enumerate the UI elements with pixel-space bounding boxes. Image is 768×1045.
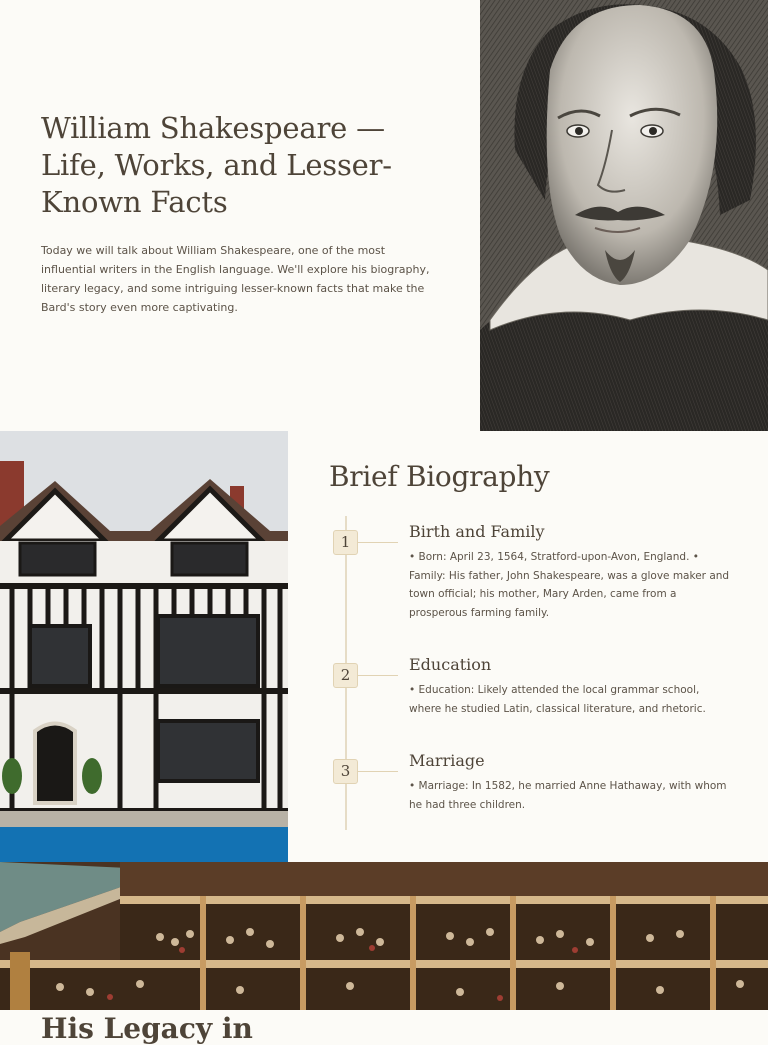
bio-item-body: • Born: April 23, 1564, Stratford-upon-Avon, England. • Family: His father, John Shakespeare, was a glove maker and town official; his mother, Mary Arden, came from a prosperous farming family. — [409, 551, 730, 619]
biography-title: Brief Biography — [329, 460, 550, 493]
bio-item-heading: Marriage — [409, 751, 485, 770]
bio-item-number: 2 — [333, 663, 358, 688]
theatre-illustration — [0, 862, 768, 1010]
bio-item-body: • Education: Likely attended the local grammar school, where he studied Latin, classical literature, and rhetoric. — [409, 684, 706, 715]
page-title: William Shakespeare — Life, Works, and Lesser-Known Facts — [41, 111, 392, 219]
house-illustration — [0, 431, 288, 862]
intro-description: Today we will talk about William Shakespeare, one of the most influential writers in the English language. We'll explore his biography, literary legacy, and some intriguing lesser-known facts that make the Bard's story even more captivating. — [41, 244, 430, 314]
bio-item-number: 1 — [333, 530, 358, 555]
biography-section — [329, 460, 739, 493]
globe-theatre-image — [0, 862, 768, 1010]
timeline-connector — [358, 542, 398, 543]
timeline-connector — [358, 771, 398, 772]
bio-item-number: 3 — [333, 759, 358, 784]
timeline-connector — [358, 675, 398, 676]
intro-section — [41, 110, 441, 317]
tudor-house-image — [0, 431, 288, 862]
bio-item-heading: Education — [409, 655, 492, 674]
next-section-title: His Legacy in — [41, 1012, 253, 1045]
bio-item-heading: Birth and Family — [409, 522, 545, 541]
shakespeare-portrait-image — [480, 0, 768, 431]
portrait-illustration — [480, 0, 768, 431]
bio-item-body: • Marriage: In 1582, he married Anne Hathaway, with whom he had three children. — [409, 780, 727, 811]
